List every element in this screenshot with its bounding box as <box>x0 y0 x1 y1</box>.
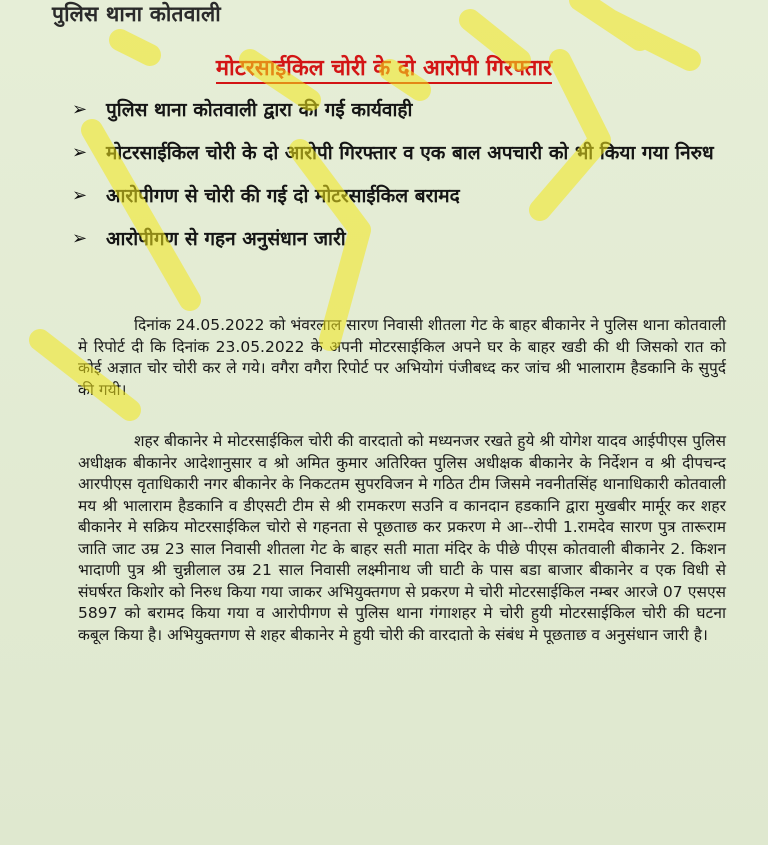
bullet-item <box>72 95 732 125</box>
headline <box>0 52 768 82</box>
bullet-text: मोटरसाईकिल चोरी के दो आरोपी गिरफ्तार व एक बाल अपचारी को भी किया गया निरुध <box>106 142 714 164</box>
arrow-bullet-icon: ➢ <box>72 228 88 249</box>
arrow-bullet-icon: ➢ <box>72 185 88 206</box>
arrow-bullet-icon: ➢ <box>72 99 88 120</box>
bullet-text: पुलिस थाना कोतवाली द्वारा की गई कार्यवाही <box>106 99 413 121</box>
bullet-item <box>72 224 732 254</box>
body-paragraph <box>78 315 726 401</box>
headline-text: मोटरसाईकिल चोरी के दो आरोपी गिरफ्तार <box>216 56 552 84</box>
bullet-item <box>0 138 732 168</box>
bullet-item <box>72 181 732 211</box>
arrow-bullet-icon: ➢ <box>72 142 88 163</box>
bullet-text: आरोपीगण से चोरी की गई दो मोटरसाईकिल बरामद <box>106 185 460 207</box>
bullet-text: आरोपीगण से गहन अनुसंधान जारी <box>106 228 346 250</box>
paragraph-text: शहर बीकानेर मे मोटरसाईकिल चोरी की वारदातो को मध्यनजर रखते हुये श्री योगेश यादव आईपीएस पुलिस अधीक्षक बीकानेर आदेशानुसार व श्रो अमित कुमार अतिरिक्त पुलिस अधीक्षक बीकानेर के निर्देशन व श्री दीपचन्द आरपीएस वृताधिकारी नगर बीकानेर के निकटतम सुपरविजन मे गठित टीम जिसमे नवनीतसिंह थानाधिकारी कोतवाली मय श्री भालाराम हैडकानि व डीएसटी टीम से श्री रामकरण सउनि व कानदान हडकानि द्वारा मुखबीर मार्मूर कर शहर बीकानेर मे सक्रिय मोटरसाईकिल चोरो से गहनता से पूछताछ कर प्रकरण मे आ--रोपी 1.रामदेव सारण पुत्र तारूराम जाति जाट उम्र 23 साल निवासी शीतला गेट के बाहर सती माता मंदिर के पीछे पीएस कोतवाली बीकानेर 2. किशन भादाणी पुत्र श्री चुन्नीलाल उम्र 21 साल निवासी लक्ष्मीनाथ जी घाटी के पास बडा बाजार बीकानेर व एक विधी से संघर्षरत किशोर को निरुध किया गया जाकर अभियुक्तगण से प्रकरण मे चोरी मोटरसाईकिल नम्बर आरजे 07 एसएस 5897 को बरामद किया गया व आरोपीगण से पुलिस थाना गंगाशहर मे चोरी हुयी मोटरसाईकिल चोरी की घटना कबूल किया है। अभियुक्तगण से शहर बीकानेर मे हुयी चोरी की वारदातो के संबंध मे पूछताछ व अनुसंधान जारी है। <box>78 432 726 644</box>
bullet-list <box>72 95 732 267</box>
body-paragraph <box>78 431 726 646</box>
police-station-title: पुलिस थाना कोतवाली <box>52 2 221 26</box>
paragraph-text: दिनांक 24.05.2022 को भंवरलाल सारण निवासी शीतला गेट के बाहर बीकानेर ने पुलिस थाना कोतवाली मे रिपोर्ट दी कि दिनांक 23.05.2022 के अपनी मोटरसाईकिल अपने घर के बाहर खडी की थी जिसको रात को कोई अज्ञात चोर चोरी कर ले गये। वगैरा वगैरा रिपोर्ट पर अभियोगं पंजीबध्द कर जांच श्री भालाराम हैडकानि के सुपुर्द की गयी। <box>78 316 726 399</box>
